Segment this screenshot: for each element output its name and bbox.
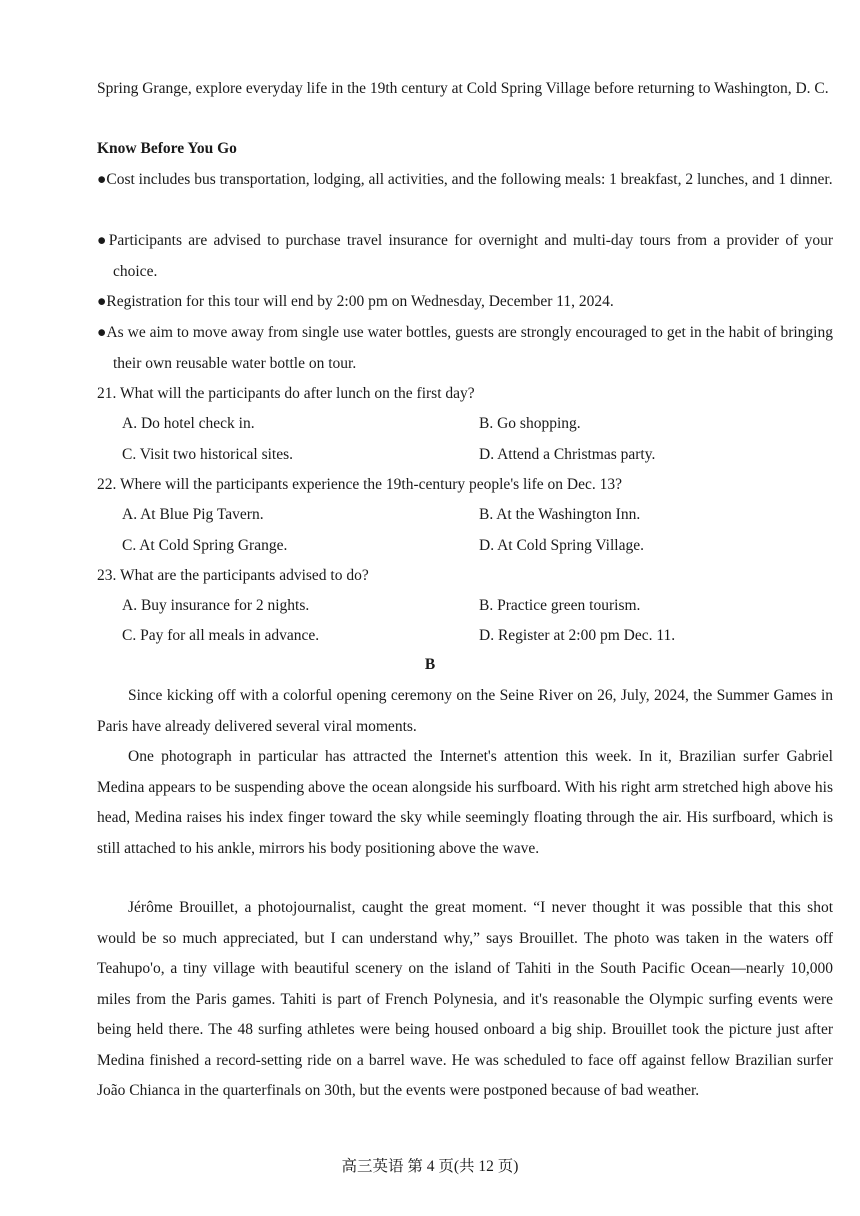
question-21-option-c: C. Visit two historical sites. — [122, 446, 294, 463]
question-21-stem: 21. What will the participants do after lunch on the first day? — [97, 385, 475, 402]
bullet-registration: ●Registration for this tour will end by 2:00 pm on Wednesday, December 11, 2024. — [97, 293, 614, 310]
question-22-option-c: C. At Cold Spring Grange. — [122, 537, 288, 554]
passage-b-paragraph-1: Since kicking off with a colorful opening ceremony on the Seine River on 26, July, 2024, the Summer Games in Paris have already delivered several viral moments. — [97, 687, 833, 735]
intro-continuation: Spring Grange, explore everyday life in the 19th century at Cold Spring Village before returning to Washington, D. C. — [97, 80, 829, 97]
passage-b-paragraph-2: One photograph in particular has attracted the Internet's attention this week. In it, Brazilian surfer Gabriel Medina appears to be suspending above the ocean alongside his surfboard. With his right arm stretched high above his head, Medina raises his index finger toward the sky while seemingly floating through the air. His surfboard, which is still attached to his ankle, mirrors his body positioning above the wave. — [97, 748, 833, 857]
bullet-water-bottle: ●As we aim to move away from single use water bottles, guests are strongly encouraged to get in the habit of bringing their own reusable water bottle on tour. — [97, 324, 833, 372]
question-23-option-a: A. Buy insurance for 2 nights. — [122, 597, 310, 614]
question-23-option-b: B. Practice green tourism. — [479, 597, 641, 614]
question-23-option-d: D. Register at 2:00 pm Dec. 11. — [479, 627, 676, 644]
bullet-insurance: ●Participants are advised to purchase travel insurance for overnight and multi-day tours from a provider of your choice. — [97, 232, 833, 280]
question-22-option-b: B. At the Washington Inn. — [479, 506, 641, 523]
page-footer: 高三英语 第 4 页(共 12 页) — [341, 1158, 519, 1175]
section-b-letter: B — [424, 656, 436, 673]
question-21-option-b: B. Go shopping. — [479, 415, 581, 432]
question-22-option-a: A. At Blue Pig Tavern. — [122, 506, 264, 523]
question-21-option-a: A. Do hotel check in. — [122, 415, 255, 432]
question-23-stem: 23. What are the participants advised to do? — [97, 567, 369, 584]
know-before-heading: Know Before You Go — [97, 140, 237, 157]
question-21-option-d: D. Attend a Christmas party. — [479, 446, 656, 463]
passage-b-paragraph-3: Jérôme Brouillet, a photojournalist, caught the great moment. “I never thought it was possible that this shot would be so much appreciated, but I can understand why,” says Brouillet. The photo was taken in the waters off Teahupo'o, a tiny village with beautiful scenery on the island of Tahiti in the South Pacific Ocean—nearly 10,000 miles from the Paris games. Tahiti is part of French Polynesia, and it's reasonable the Olympic surfing events were being held there. The 48 surfing athletes were being housed onboard a big ship. Brouillet took the picture just after Medina finished a record-setting ride on a barrel wave. He was scheduled to face off against fellow Brazilian surfer João Chianca in the quarterfinals on 30th, but the events were postponed because of bad weather. — [97, 899, 833, 1099]
bullet-cost: ●Cost includes bus transportation, lodging, all activities, and the following meals: 1 breakfast, 2 lunches, and 1 dinner. — [97, 171, 833, 188]
question-22-option-d: D. At Cold Spring Village. — [479, 537, 644, 554]
question-22-stem: 22. Where will the participants experience the 19th-century people's life on Dec. 13? — [97, 476, 623, 493]
question-23-option-c: C. Pay for all meals in advance. — [122, 627, 320, 644]
